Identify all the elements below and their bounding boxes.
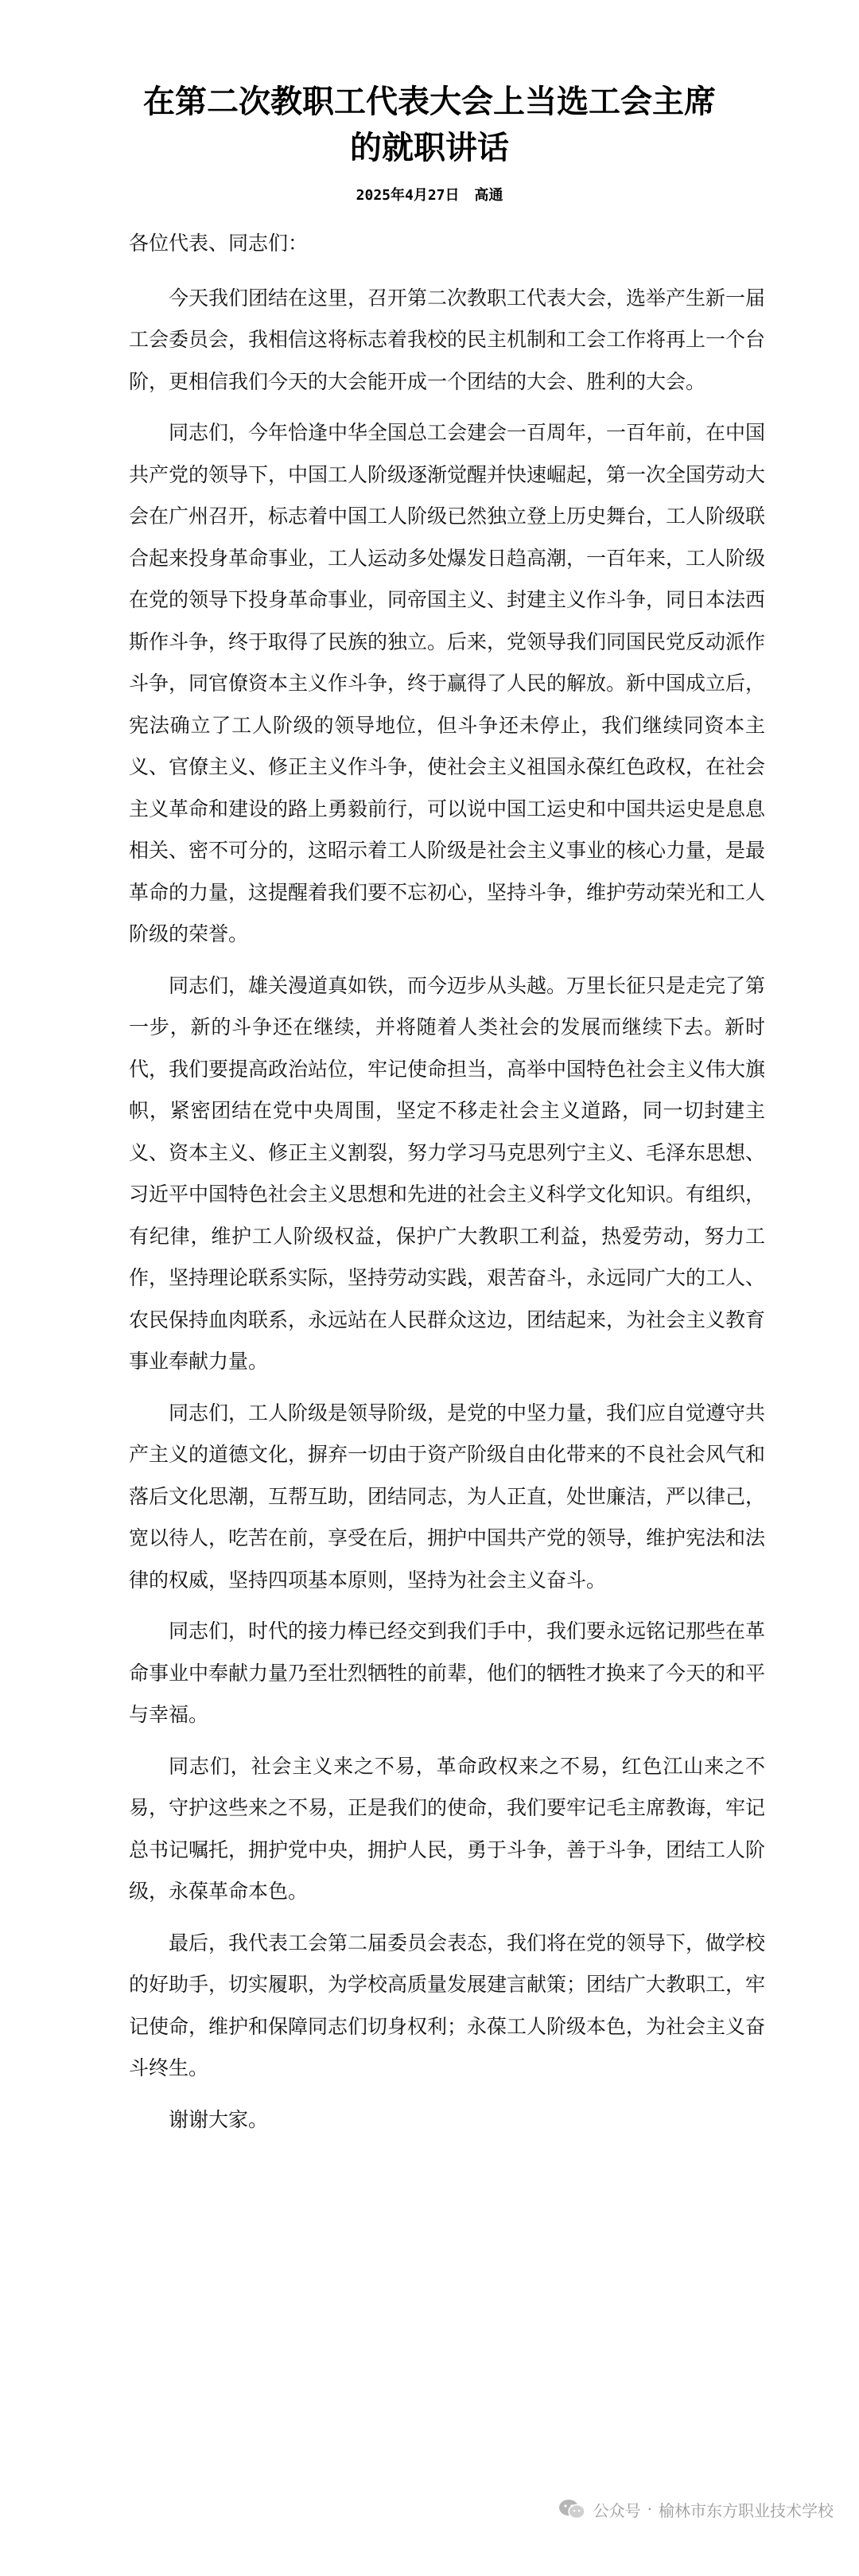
wechat-icon: [558, 2499, 585, 2519]
paragraph: 同志们，雄关漫道真如铁，而今迈步从头越。万里长征只是走完了第一步，新的斗争还在继续，并将随着人类社会的发展而继续下去。新时代，我们要提高政治站位，牢记使命担当，高举中国特色社会主义伟大旗帜，紧密团结在党中央周围，坚定不移走社会主义道路，同一切封建主义、资本主义、修正主义割裂，努力学习马克思列宁主义、毛泽东思想、习近平中国特色社会主义思想和先进的社会主义科学文化知识。有组织，有纪律，维护工人阶级权益，保护广大教职工利益，热爱劳动，努力工作，坚持理论联系实际，坚持劳动实践，艰苦奋斗，永远同广大的工人、农民保持血肉联系，永远站在人民群众这边，团结起来，为社会主义教育事业奉献力量。: [129, 973, 766, 1373]
paragraph: 今天我们团结在这里，召开第二次教职工代表大会，选举产生新一届工会委员会，我相信这将标志着我校的民主机制和工会工作将再上一个台阶，更相信我们今天的大会能开成一个团结的大会、胜利的大会。: [129, 286, 766, 393]
closing-thanks: 谢谢大家。: [169, 2107, 269, 2131]
article-title-line1: 在第二次教职工代表大会上当选工会主席: [143, 83, 716, 120]
paragraph: 同志们，工人阶级是领导阶级，是党的中坚力量，我们应自觉遵守共产主义的道德文化，摒弃一切由于资产阶级自由化带来的不良社会风气和落后文化思潮，互帮互助，团结同志，为人正直，处世廉洁，严以律己，宽以待人，吃苦在前，享受在后，拥护中国共产党的领导，维护宪法和法律的权威，坚持四项基本原则，坚持为社会主义奋斗。: [129, 1401, 766, 1592]
footer-platform: 公众号: [593, 2500, 641, 2520]
article-date: 2025年4月27日: [356, 187, 460, 204]
paragraph: 最后，我代表工会第二届委员会表态，我们将在党的领导下，做学校的好助手，切实履职，为学校高质量发展建言献策；团结广大教职工，牢记使命，维护和保障同志们切身权利；永葆工人阶级本色，为社会主义奋斗终生。: [129, 1931, 766, 2079]
article-title-line2: 的就职讲话: [350, 129, 509, 166]
article-author: 高通: [474, 187, 503, 204]
footer-account: 榆林市东方职业技术学校: [659, 2500, 834, 2520]
article-body: [129, 223, 765, 2150]
footer-separator: ·: [647, 2500, 652, 2519]
source-watermark: [0, 2493, 834, 2525]
paragraph: 同志们，今年恰逢中华全国总工会建会一百周年，一百年前，在中国共产党的领导下，中国工人阶级逐渐觉醒并快速崛起，第一次全国劳动大会在广州召开，标志着中国工人阶级已然独立登上历史舞台，工人阶级联合起来投身革命事业，工人运动多处爆发日趋高潮，一百年来，工人阶级在党的领导下投身革命事业，同帝国主义、封建主义作斗争，同日本法西斯作斗争，终于取得了民族的独立。后来，党领导我们同国民党反动派作斗争，同官僚资本主义作斗争，终于赢得了人民的解放。新中国成立后，宪法确立了工人阶级的领导地位，但斗争还未停止，我们继续同资本主义、官僚主义、修正主义作斗争，使社会主义祖国永葆红色政权，在社会主义革命和建设的路上勇毅前行，可以说中国工运史和中国共运史是息息相关、密不可分的，这昭示着工人阶级是社会主义事业的核心力量，是最革命的力量，这提醒着我们要不忘初心，坚持斗争，维护劳动荣光和工人阶级的荣誉。: [129, 421, 766, 945]
paragraph: 同志们，社会主义来之不易，革命政权来之不易，红色江山来之不易，守护这些来之不易，正是我们的使命，我们要牢记毛主席教诲，牢记总书记嘱托，拥护党中央，拥护人民，勇于斗争，善于斗争，团结工人阶级，永葆革命本色。: [129, 1754, 766, 1903]
paragraph: 同志们，时代的接力棒已经交到我们手中，我们要永远铭记那些在革命事业中奉献力量乃至壮烈牺牲的前辈，他们的牺牲才换来了今天的和平与幸福。: [129, 1619, 766, 1726]
dateline: [0, 185, 859, 207]
salutation: 各位代表、同志们：: [129, 232, 309, 255]
